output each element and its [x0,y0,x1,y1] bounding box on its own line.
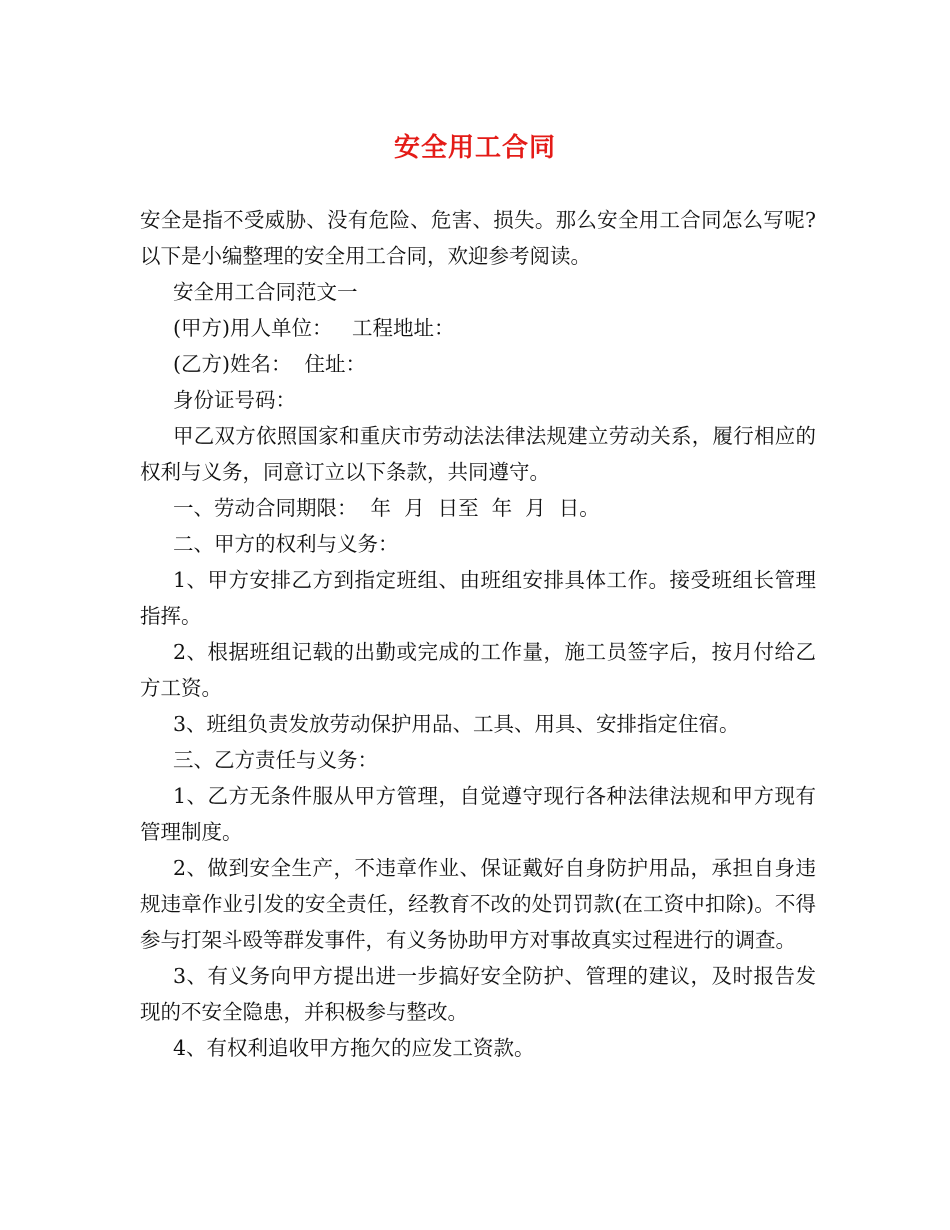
section-2-heading: 二、甲方的权利与义务： [173,532,399,556]
intro-paragraph: 安全是指不受威胁、没有危险、危害、损失。那么安全用工合同怎么写呢?以下是小编整理的安全用工合同，欢迎参考阅读。 [140,208,816,268]
section-3-item-3: 3、有义务向甲方提出进一步搞好安全防护、管理的建议，及时报告发现的不安全隐患，并积极参与整改。 [140,964,816,1024]
section-3-heading: 三、乙方责任与义务： [173,748,378,772]
section-2-item-3: 3、班组负责发放劳动保护用品、工具、用具、安排指定住宿。 [173,712,740,736]
agreement-paragraph: 甲乙双方依照国家和重庆市劳动法法律法规建立劳动关系，履行相应的权利与义务，同意订立以下条款，共同遵守。 [140,424,816,484]
party-b-line: (乙方)姓名： 住址： [173,352,367,376]
section-3-item-4: 4、有权利追收甲方拖欠的应发工资款。 [173,1036,535,1060]
contract-term-line: 一、劳动合同期限： 年 月 日至 年 月 日。 [173,496,600,520]
section-2-item-2: 2、根据班组记载的出勤或完成的工作量，施工员签字后，按月付给乙方工资。 [140,640,816,700]
section-3-item-2: 2、做到安全生产，不违章作业、保证戴好自身防护用品，承担自身违规违章作业引发的安全责任，经教育不改的处罚罚款(在工资中扣除)。不得参与打架斗殴等群发事件，有义务协助甲方对事故真实过程进行的调查。 [140,856,816,952]
sample-heading: 安全用工合同范文一 [173,280,358,304]
section-3-item-1: 1、乙方无条件服从甲方管理，自觉遵守现行各种法律法规和甲方现有管理制度。 [140,784,816,844]
section-2-item-1: 1、甲方安排乙方到指定班组、由班组安排具体工作。接受班组长管理指挥。 [140,568,816,628]
party-a-line: (甲方)用人单位： 工程地址： [173,316,455,340]
document-title: 安全用工合同 [393,133,556,163]
document-body [140,202,816,1066]
id-number-line: 身份证号码： [173,388,296,412]
